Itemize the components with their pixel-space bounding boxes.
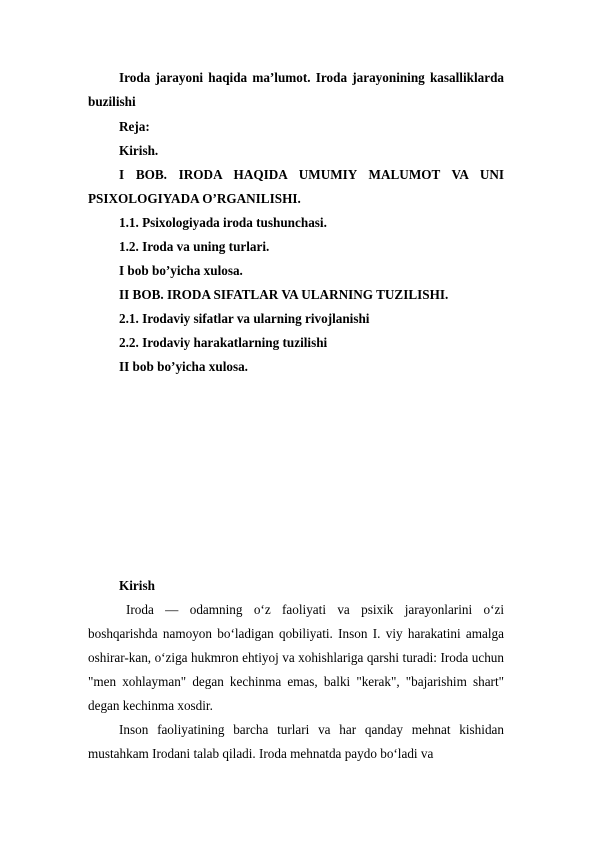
toc-item: 2.2. Irodaviy harakatlarning tuzilishi <box>119 335 328 350</box>
toc-item: II bob bo’yicha xulosa. <box>119 359 248 374</box>
toc-item: I BOB. IRODA HAQIDA UMUMIY MALUMOT VA UNI PSIXOLOGIYADA O’RGANILISHI. <box>88 167 504 206</box>
body-paragraph: Iroda — odamning o‘z faoliyati va psixik jarayonlarini o‘zi boshqarishda namoyon bo‘ladigan qobiliyati. Inson I. viy harakatini amalga oshirar-kan, o‘ziga hukmron ehtiyoj va xohishlariga qarshi turadi: Iroda uchun "men xohlayman" degan kechinma emas, balki "kerak", "bajarishim shart" degan kechinma xosdir. <box>88 602 504 713</box>
body-paragraph: Inson faoliyatining barcha turlari va har qanday mehnat kishidan mustahkam Irodani talab qiladi. Iroda mehnatda paydo bo‘ladi va <box>88 722 504 761</box>
toc-item: II BOB. IRODA SIFATLAR VA ULARNING TUZILISHI. <box>119 287 449 302</box>
intro-heading: Kirish <box>119 578 155 593</box>
toc-item: I bob bo’yicha xulosa. <box>119 263 243 278</box>
toc-item: Kirish. <box>119 143 159 158</box>
toc-item: 1.1. Psixologiyada iroda tushunchasi. <box>119 215 327 230</box>
toc-item: 1.2. Iroda va uning turlari. <box>119 239 270 254</box>
plan-label: Reja: <box>119 119 150 134</box>
toc-item: 2.1. Irodaviy sifatlar va ularning rivojlanishi <box>119 311 370 326</box>
document-title: Iroda jarayoni haqida ma’lumot. Iroda jarayonining kasalliklarda buzilishi <box>88 70 504 109</box>
